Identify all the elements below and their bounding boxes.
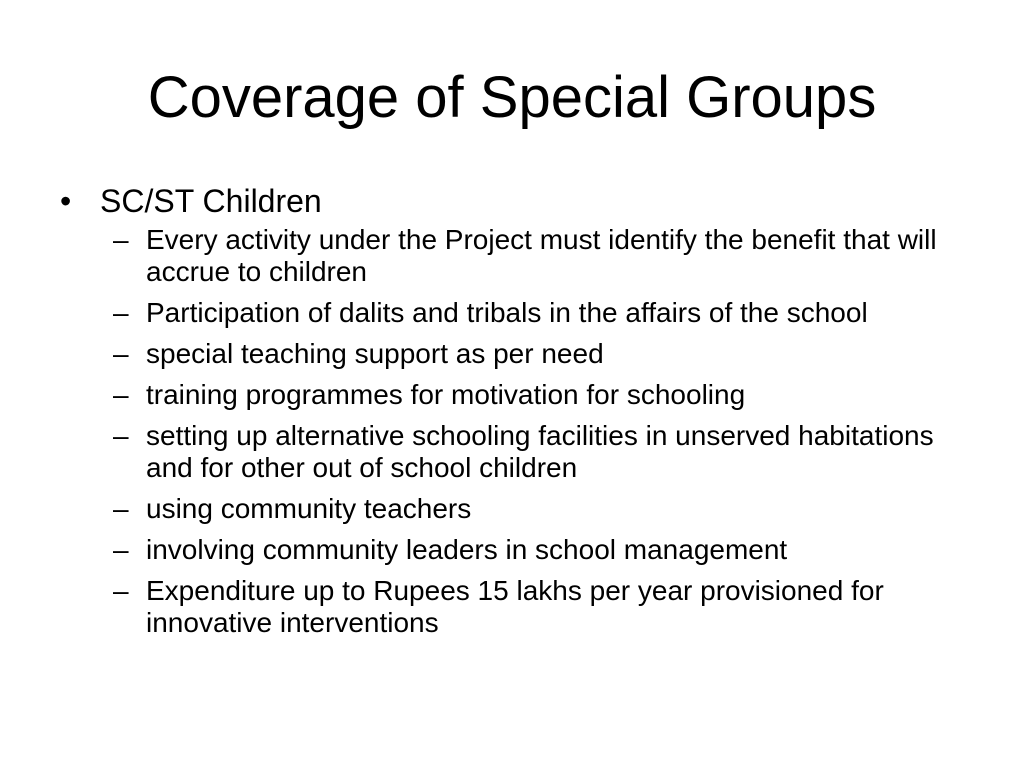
slide-content [58,182,958,648]
dash-icon: – [113,224,129,255]
dash-icon: – [113,420,129,451]
sub-bullet-text: special teaching support as per need [146,338,604,369]
bullet-item-sc-st-children [58,182,958,220]
dash-icon: – [113,534,129,565]
sub-bullet-item [113,338,958,370]
dash-icon: – [113,338,129,369]
sub-bullet-text: setting up alternative schooling facilities in unserved habitations and for other out of school children [146,420,934,483]
sub-bullet-text: training programmes for motivation for schooling [146,379,746,410]
sub-bullet-item [113,297,958,329]
sub-bullet-text: using community teachers [146,493,472,524]
dash-icon: – [113,493,129,524]
sub-bullet-text: Expenditure up to Rupees 15 lakhs per year provisioned for innovative interventions [146,575,884,638]
sub-bullet-item [113,575,958,639]
sub-bullet-text: Participation of dalits and tribals in the affairs of the school [146,297,868,328]
slide-title: Coverage of Special Groups [147,65,877,130]
dash-icon: – [113,379,129,410]
sub-bullet-list [58,224,958,639]
sub-bullet-item [113,493,958,525]
sub-bullet-text: Every activity under the Project must identify the benefit that will accrue to children [146,224,937,287]
sub-bullet-item [113,224,958,288]
dash-icon: – [113,575,129,606]
sub-bullet-text: involving community leaders in school management [146,534,788,565]
sub-bullet-item [113,420,958,484]
sub-bullet-item [113,534,958,566]
sub-bullet-item [113,379,958,411]
dash-icon: – [113,297,129,328]
bullet-heading: SC/ST Children [100,183,322,219]
bullet-icon: • [60,183,72,219]
